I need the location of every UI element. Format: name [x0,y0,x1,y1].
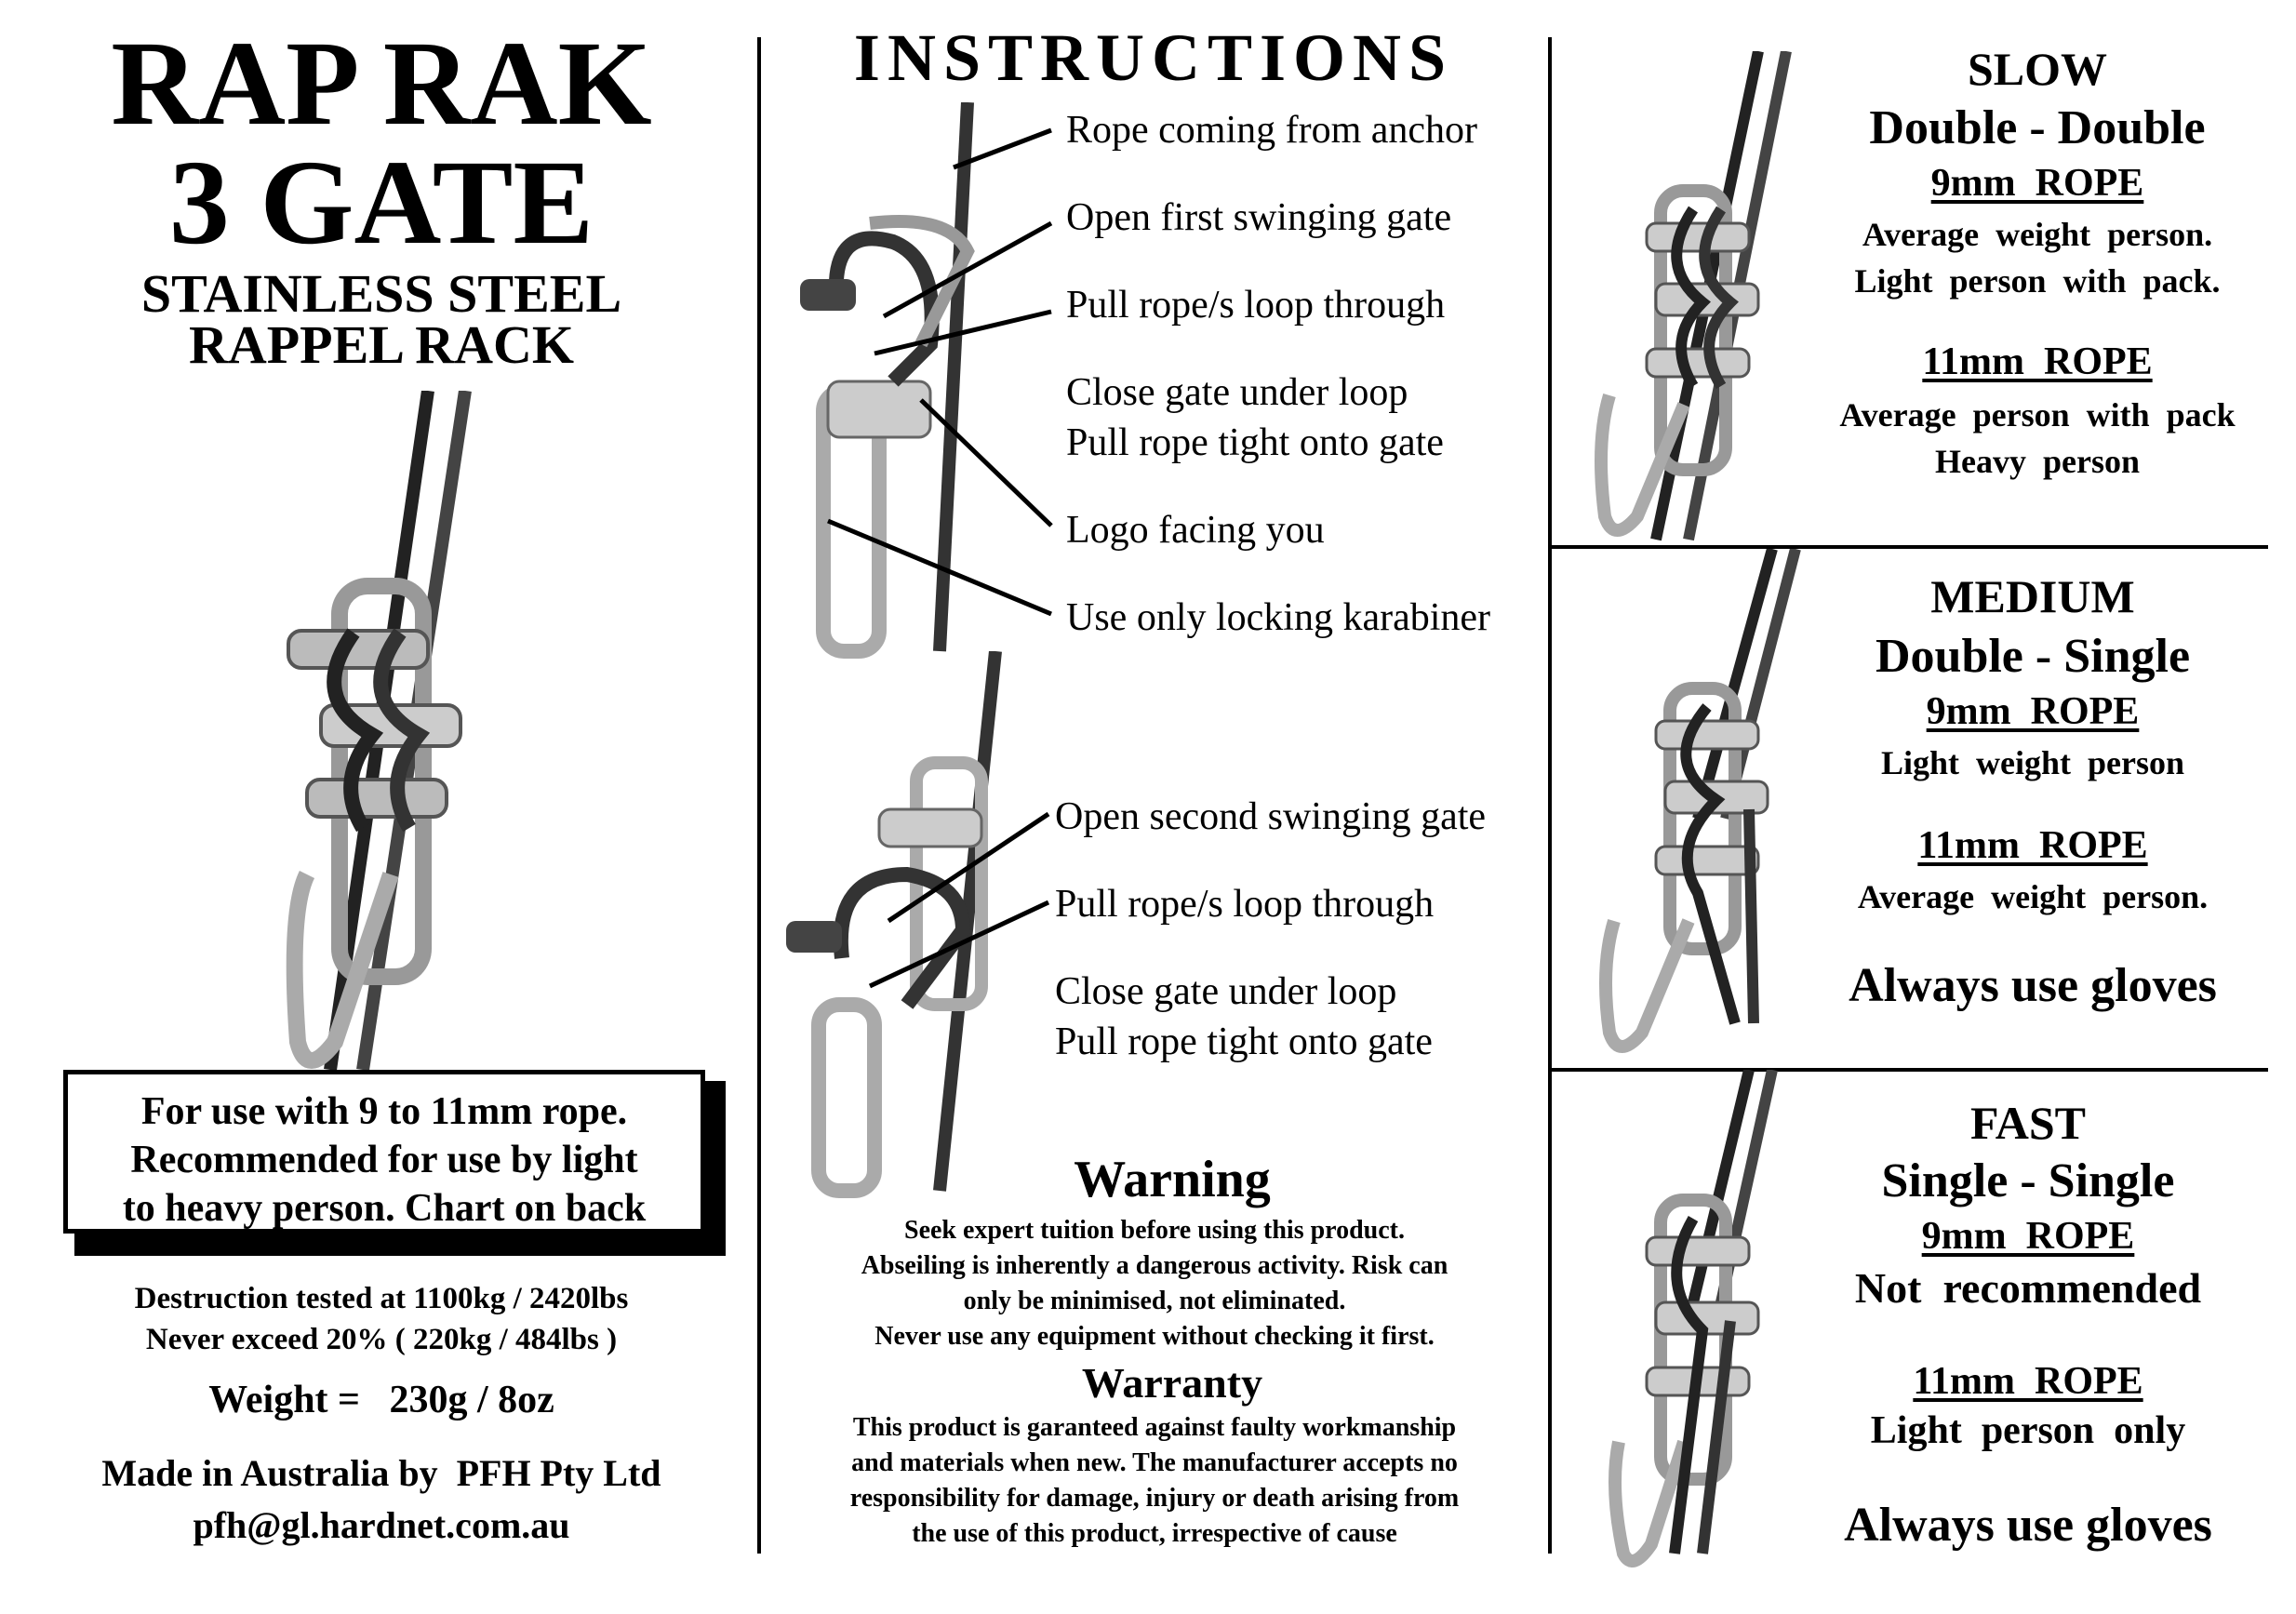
fast-rope11-heading: 11mm ROPE [1913,1360,2143,1403]
usage-line-3: to heavy person. Chart on back [122,1187,647,1230]
fast-rope9-line1: Not recommended [1854,1264,2202,1312]
column-divider-right [1548,37,1552,1554]
fast-speed: FAST [1969,1097,2087,1149]
step-pull-loop-through-2: Pull rope/s loop through [1055,883,1435,926]
rappel-rack-illustration [251,391,530,1079]
never-exceed: Never exceed 20% ( 220kg / 484lbs ) [145,1323,618,1356]
slow-rope11-line1: Average person with pack [1839,396,2236,434]
fast-config: Single - Single [1881,1154,2175,1207]
slow-config: Double - Double [1869,101,2206,154]
product-subtitle-2: RAPPEL RACK [188,314,575,375]
medium-gloves: Always use gloves [1849,959,2217,1012]
step-pull-rope-tight-2: Pull rope tight onto gate [1055,1020,1433,1063]
fast-config-illustration [1582,1070,1805,1567]
slow-rope9-heading: 9mm ROPE [1930,162,2144,205]
pointer-lines-top [781,102,1061,660]
fast-rope11-line1: Light person only [1870,1409,2186,1452]
destruction-test: Destruction tested at 1100kg / 2420lbs [134,1282,629,1315]
step-open-second-gate: Open second swinging gate [1055,795,1487,838]
slow-rope11-heading: 11mm ROPE [1922,340,2153,383]
fast-rope9-heading: 9mm ROPE [1921,1215,2135,1258]
medium-rope11-heading: 11mm ROPE [1917,824,2148,867]
contact-email: pfh@gl.hardnet.com.au [193,1504,570,1546]
warranty-line-1: This product is garanteed against faulty workmanship [852,1413,1457,1442]
step-open-first-gate: Open first swinging gate [1066,196,1452,239]
medium-rope11-line1: Average weight person. [1857,878,2209,915]
step-close-gate: Close gate under loop [1066,371,1408,414]
usage-line-2: Recommended for use by light [130,1139,638,1181]
fast-gloves: Always use gloves [1844,1499,2212,1552]
medium-config-illustration [1586,549,1809,1065]
usage-box [63,1070,705,1234]
slow-rope9-line1: Average weight person. [1862,216,2213,253]
product-subtitle-1: STAINLESS STEEL [140,263,622,324]
medium-speed: MEDIUM [1930,570,2135,622]
medium-config: Double - Single [1875,630,2191,683]
warning-line-1: Seek expert tuition before using this product. [904,1216,1405,1245]
slow-config-illustration [1572,51,1805,544]
slow-speed: SLOW [1967,43,2108,95]
step-pull-rope-tight: Pull rope tight onto gate [1066,421,1444,464]
product-title-2: 3 GATE [168,136,594,270]
step-pull-loop-through: Pull rope/s loop through [1066,284,1446,327]
weight-spec: Weight = 230g / 8oz [208,1379,554,1421]
warning-line-4: Never use any equipment without checking it first. [874,1322,1435,1351]
warning-line-3: only be minimised, not eliminated. [963,1287,1346,1315]
instructions-heading: INSTRUCTIONS [853,20,1454,95]
step-locking-karabiner: Use only locking karabiner [1066,596,1491,639]
step-logo-facing: Logo facing you [1066,509,1325,552]
slow-rope11-line2: Heavy person [1935,443,2140,480]
usage-line-1: For use with 9 to 11mm rope. [140,1090,628,1133]
warranty-line-2: and materials when new. The manufacturer accepts no [851,1448,1458,1477]
warning-line-2: Abseiling is inherently a dangerous activity. Risk can [861,1251,1448,1280]
warranty-line-3: responsibility for damage, injury or death arising from [849,1484,1460,1513]
product-title: RAP RAK [111,17,652,151]
slow-rope9-line2: Light person with pack. [1854,262,2221,300]
warning-title: Warning [1074,1151,1271,1208]
medium-rope9-line1: Light weight person [1880,744,2185,781]
warranty-line-4: the use of this product, irrespective of cause [912,1519,1397,1548]
warranty-title: Warranty [1081,1359,1263,1407]
step-close-gate-2: Close gate under loop [1055,970,1397,1013]
manufacturer: Made in Australia by PFH Pty Ltd [101,1452,661,1494]
medium-rope9-heading: 9mm ROPE [1926,690,2140,733]
column-divider-left [757,37,761,1554]
step-rope-from-anchor: Rope coming from anchor [1066,109,1478,152]
pointer-lines-bottom [777,651,1056,1209]
